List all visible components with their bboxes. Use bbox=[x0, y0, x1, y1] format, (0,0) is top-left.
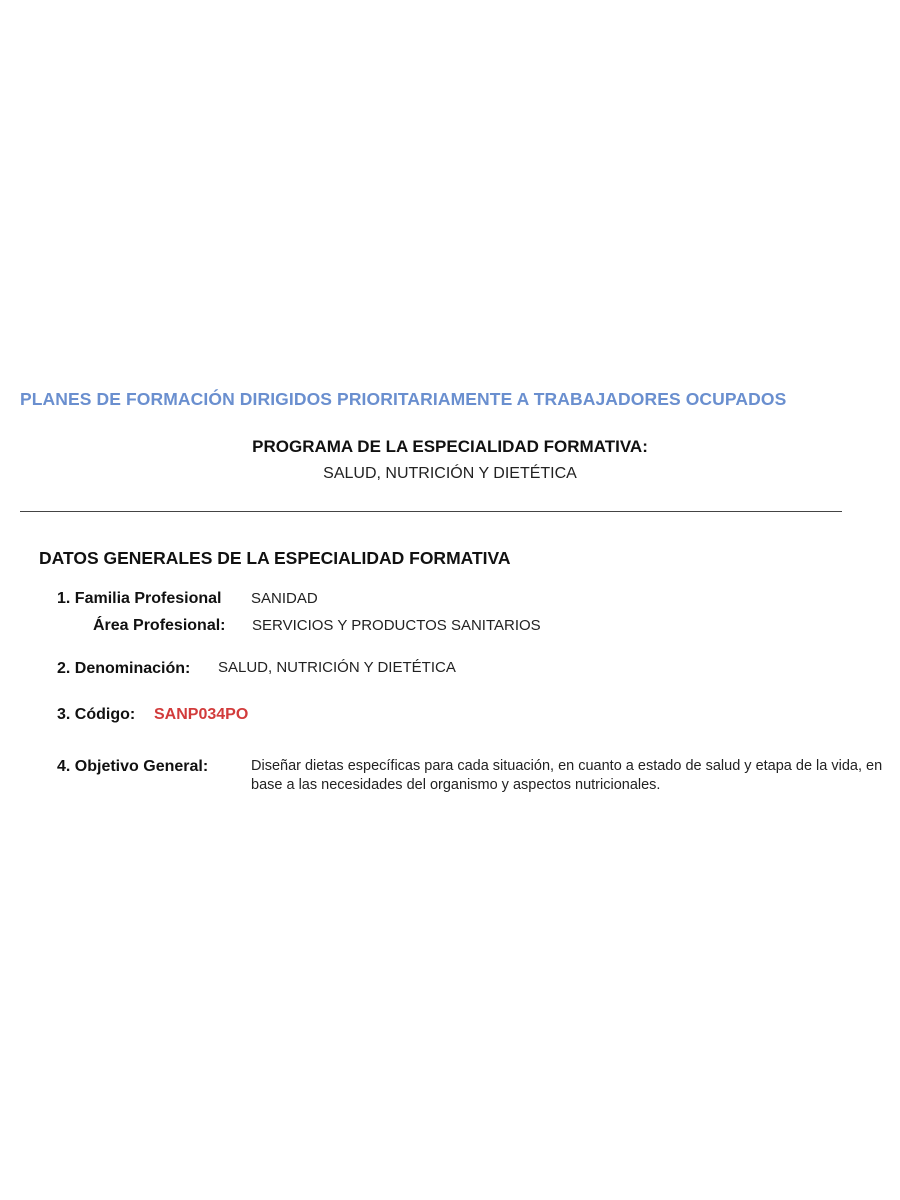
objetivo-general-value: Diseñar dietas específicas para cada situación, en cuanto a estado de salud y etapa de la vida, en base a las necesidades del organismo y aspectos nutricionales. bbox=[251, 758, 883, 793]
area-profesional-label: Área Profesional: bbox=[93, 617, 226, 634]
program-heading: PROGRAMA DE LA ESPECIALIDAD FORMATIVA: bbox=[252, 437, 648, 456]
familia-profesional-label: 1. Familia Profesional bbox=[57, 590, 222, 607]
plan-title: PLANES DE FORMACIÓN DIRIGIDOS PRIORITARIAMENTE A TRABAJADORES OCUPADOS bbox=[20, 389, 787, 409]
denominacion-value: SALUD, NUTRICIÓN Y DIETÉTICA bbox=[218, 659, 456, 676]
codigo-label: 3. Código: bbox=[57, 706, 136, 723]
area-profesional-value: SERVICIOS Y PRODUCTOS SANITARIOS bbox=[252, 617, 541, 634]
objetivo-general-label: 4. Objetivo General: bbox=[57, 758, 209, 775]
codigo-value: SANP034PO bbox=[154, 706, 249, 723]
familia-profesional-value: SANIDAD bbox=[251, 590, 318, 607]
program-name: SALUD, NUTRICIÓN Y DIETÉTICA bbox=[323, 465, 577, 482]
denominacion-label: 2. Denominación: bbox=[57, 660, 191, 677]
section-heading: DATOS GENERALES DE LA ESPECIALIDAD FORMATIVA bbox=[39, 548, 511, 568]
horizontal-divider bbox=[20, 511, 842, 512]
